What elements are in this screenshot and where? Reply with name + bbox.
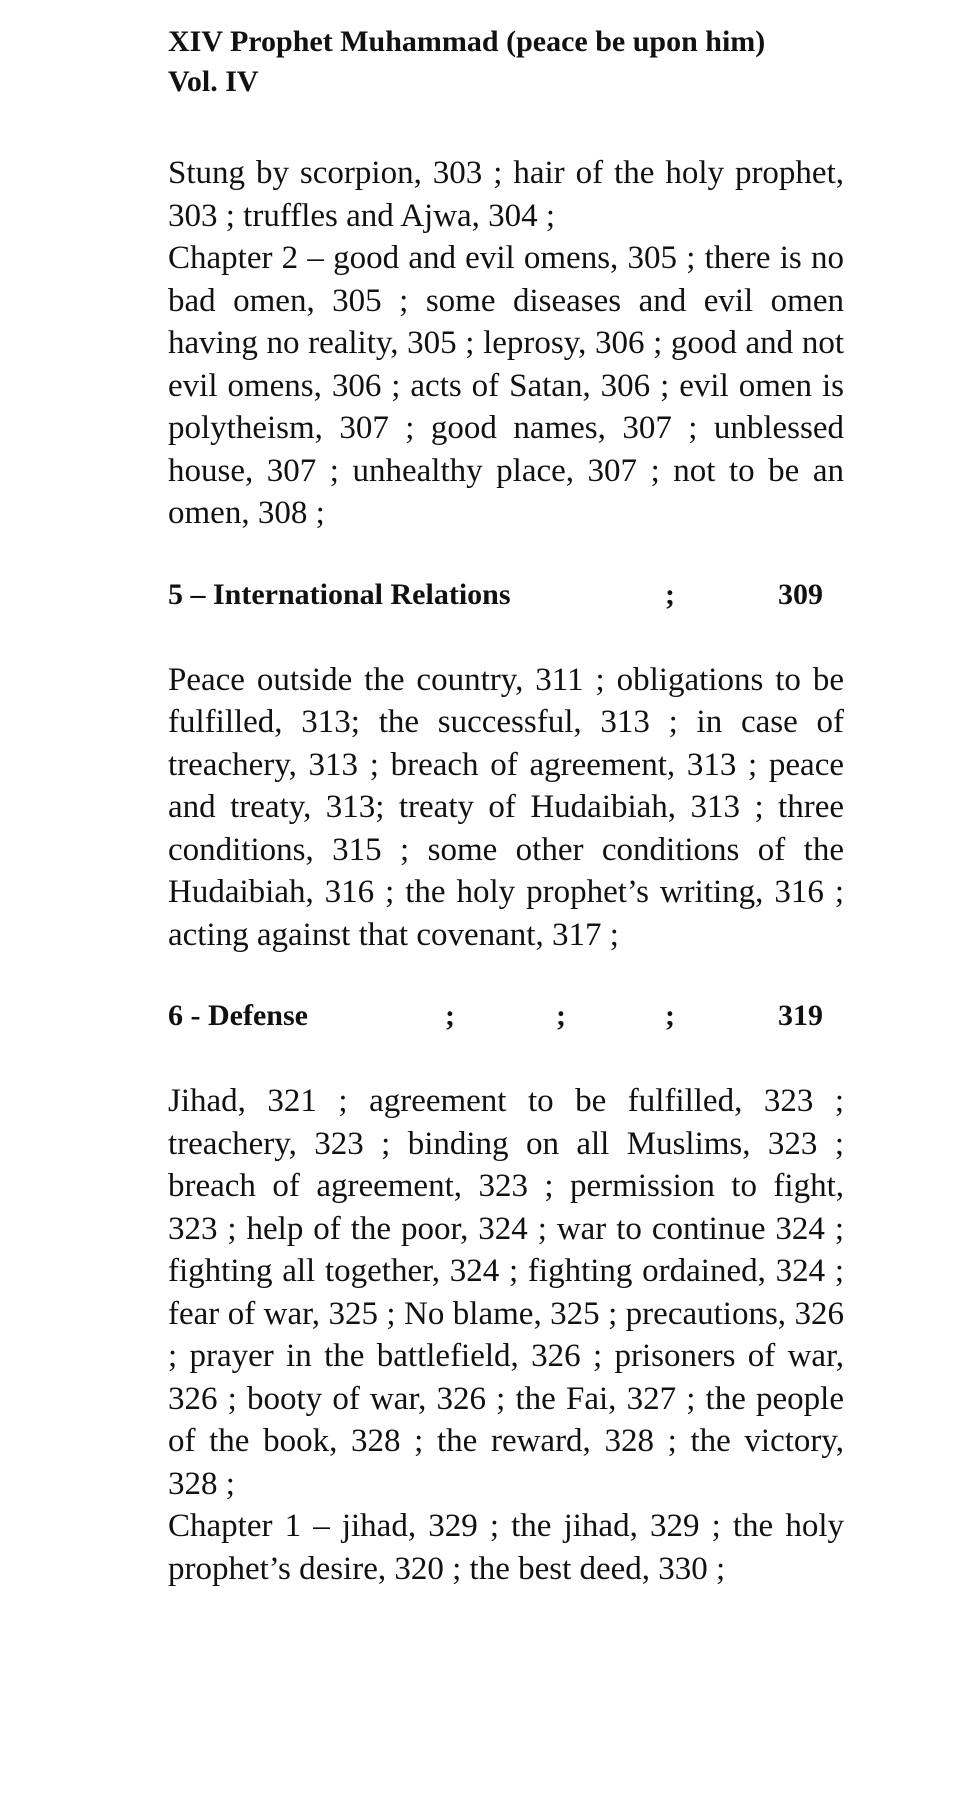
spacer [168, 1036, 844, 1080]
intro-paragraph-2: Chapter 2 – good and evil omens, 305 ; there is no bad omen, 305 ; some diseases and evil omen having no reality, 305 ; leprosy, 306 ; good and not evil omens, 306 ; acts of Satan, 306 ; evil omen is polytheism, 307 ; good names, 307 ; unblessed house, 307 ; unhealthy place, 307 ; not to be an omen, 308 ; [168, 240, 844, 531]
spacer [168, 102, 844, 152]
section-6-paragraph-2: Chapter 1 – jihad, 329 ; the jihad, 329 ; the holy prophet’s desire, 320 ; the best deed, 330 ; [168, 1508, 844, 1587]
section-6-heading: 6 - Defense [168, 999, 308, 1032]
section-5-heading: 5 – International Relations [168, 577, 511, 611]
section-5-paragraph: Peace outside the country, 311 ; obligations to be fulfilled, 313; the successful, 313 ; in case of treachery, 313 ; breach of agreement, 313 ; peace and treaty, 313; treaty of Hudaibiah, 313 ; three conditions, 315 ; some other conditions of the Hudaibiah, 316 ; the holy prophet’s writing, 316 ; acting against that covenant, 317 ; [168, 661, 844, 953]
section-6-heading-row [168, 996, 844, 1036]
spacer [168, 956, 844, 996]
spacer [168, 615, 844, 659]
page-title: XIV Prophet Muhammad (peace be upon him) [168, 25, 766, 58]
document-page [168, 22, 844, 1590]
section-6-page-number: 319 [778, 999, 823, 1032]
section-5-heading-row [168, 575, 844, 615]
section-6-separator-3: ; [665, 999, 675, 1032]
section-5-page-number: 309 [778, 577, 823, 611]
section-6-paragraph-1: Jihad, 321 ; agreement to be fulfilled, 323 ; treachery, 323 ; binding on all Muslims, 323 ; breach of agreement, 323 ; permission to fight, 323 ; help of the poor, 324 ; war to continue 324 ; fighting all together, 324 ; fighting ordained, 324 ; fear of war, 325 ; No blame, 325 ; precautions, 326 ; prayer in the battlefield, 326 ; prisoners of war, 326 ; booty of war, 326 ; the Fai, 327 ; the people of the book, 328 ; the reward, 328 ; the victory, 328 ; [168, 1083, 844, 1502]
section-6-separator-1: ; [445, 999, 455, 1032]
section-5-separator: ; [665, 577, 675, 611]
spacer [168, 535, 844, 575]
intro-paragraph-1: Stung by scorpion, 303 ; hair of the holy prophet, 303 ; truffles and Ajwa, 304 ; [168, 155, 844, 234]
volume-label: Vol. IV [168, 65, 259, 98]
section-6-separator-2: ; [556, 999, 566, 1032]
